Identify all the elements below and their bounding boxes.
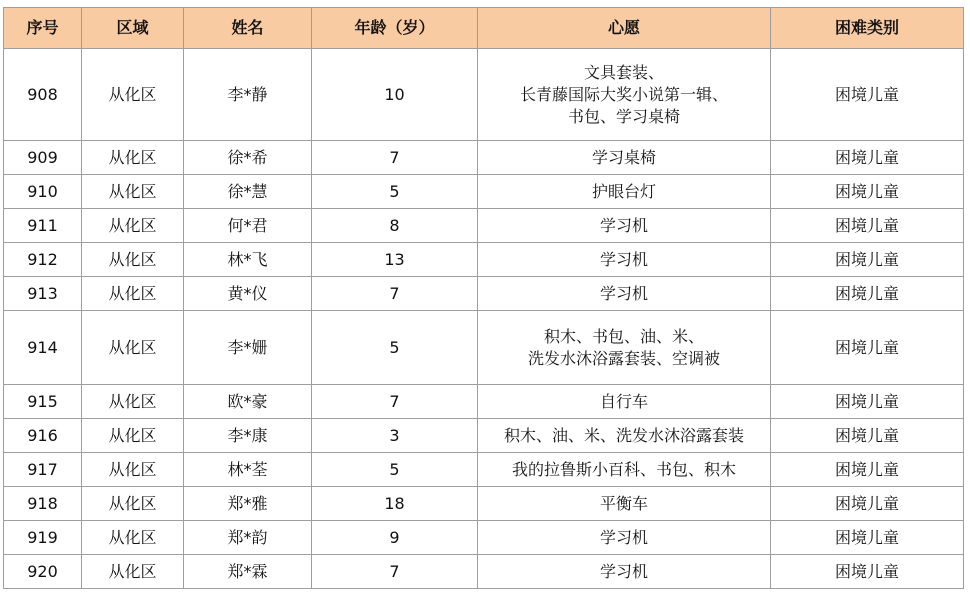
wish-line: 学习机 (599, 527, 648, 547)
cell-wish (478, 419, 771, 453)
cell-wish (478, 175, 771, 209)
cell-id: 910 (4, 175, 82, 209)
cell-wish (478, 243, 771, 277)
cell-name: 李*静 (184, 49, 312, 141)
cell-wish (478, 49, 771, 141)
cell-category: 困境儿童 (771, 453, 964, 487)
wish-line: 长青藤国际大奖小说第一辑、 (519, 84, 728, 104)
cell-name: 欧*豪 (184, 385, 312, 419)
cell-name: 李*康 (184, 419, 312, 453)
table-header (4, 8, 964, 49)
cell-category: 困境儿童 (771, 555, 964, 589)
cell-name: 黄*仪 (184, 277, 312, 311)
table-row (4, 243, 964, 277)
cell-category: 困境儿童 (771, 277, 964, 311)
header-wish: 心愿 (478, 8, 771, 49)
cell-age: 5 (312, 453, 478, 487)
cell-id: 919 (4, 521, 82, 555)
cell-age: 3 (312, 419, 478, 453)
cell-id: 917 (4, 453, 82, 487)
header-name: 姓名 (184, 8, 312, 49)
cell-district: 从化区 (82, 209, 184, 243)
wish-line: 学习机 (599, 215, 648, 235)
cell-name: 李*姗 (184, 311, 312, 385)
wish-line: 自行车 (599, 391, 648, 411)
cell-category: 困境儿童 (771, 175, 964, 209)
cell-name: 林*荃 (184, 453, 312, 487)
cell-wish (478, 487, 771, 521)
header-id: 序号 (4, 8, 82, 49)
cell-name: 徐*希 (184, 141, 312, 175)
cell-district: 从化区 (82, 487, 184, 521)
cell-id: 912 (4, 243, 82, 277)
table-row (4, 49, 964, 141)
header-district: 区域 (82, 8, 184, 49)
cell-district: 从化区 (82, 555, 184, 589)
cell-id: 908 (4, 49, 82, 141)
header-row (4, 8, 964, 49)
cell-name: 郑*韵 (184, 521, 312, 555)
cell-id: 916 (4, 419, 82, 453)
table-row (4, 385, 964, 419)
cell-category: 困境儿童 (771, 385, 964, 419)
wish-table-container (3, 7, 964, 589)
table-body (4, 49, 964, 589)
wish-line: 文具套装、 (583, 62, 664, 82)
cell-district: 从化区 (82, 385, 184, 419)
cell-wish (478, 311, 771, 385)
cell-wish (478, 209, 771, 243)
wish-table (3, 7, 964, 589)
cell-name: 郑*霖 (184, 555, 312, 589)
cell-age: 18 (312, 487, 478, 521)
cell-category: 困境儿童 (771, 209, 964, 243)
table-row (4, 555, 964, 589)
wish-line: 积木、书包、油、米、 (543, 326, 704, 346)
cell-category: 困境儿童 (771, 311, 964, 385)
cell-district: 从化区 (82, 141, 184, 175)
wish-line: 平衡车 (599, 493, 648, 513)
cell-district: 从化区 (82, 277, 184, 311)
cell-wish (478, 453, 771, 487)
table-row (4, 209, 964, 243)
wish-line: 积木、油、米、洗发水沐浴露套装 (503, 425, 744, 445)
cell-district: 从化区 (82, 311, 184, 385)
header-age: 年龄（岁） (312, 8, 478, 49)
cell-age: 7 (312, 141, 478, 175)
cell-id: 920 (4, 555, 82, 589)
cell-wish (478, 521, 771, 555)
table-row (4, 487, 964, 521)
cell-district: 从化区 (82, 243, 184, 277)
cell-id: 913 (4, 277, 82, 311)
cell-age: 5 (312, 175, 478, 209)
cell-age: 5 (312, 311, 478, 385)
cell-district: 从化区 (82, 49, 184, 141)
cell-name: 林*飞 (184, 243, 312, 277)
cell-category: 困境儿童 (771, 141, 964, 175)
cell-age: 7 (312, 555, 478, 589)
wish-line: 我的拉鲁斯小百科、书包、积木 (511, 459, 736, 479)
cell-wish (478, 555, 771, 589)
cell-id: 918 (4, 487, 82, 521)
cell-category: 困境儿童 (771, 521, 964, 555)
cell-name: 何*君 (184, 209, 312, 243)
cell-wish (478, 141, 771, 175)
cell-wish (478, 385, 771, 419)
wish-line: 洗发水沐浴露套装、空调被 (527, 348, 720, 368)
table-row (4, 141, 964, 175)
cell-age: 7 (312, 277, 478, 311)
cell-category: 困境儿童 (771, 419, 964, 453)
wish-line: 学习桌椅 (591, 147, 656, 167)
table-row (4, 311, 964, 385)
cell-id: 909 (4, 141, 82, 175)
wish-line: 学习机 (599, 561, 648, 581)
cell-category: 困境儿童 (771, 49, 964, 141)
table-row (4, 277, 964, 311)
wish-line: 护眼台灯 (591, 181, 656, 201)
cell-name: 徐*慧 (184, 175, 312, 209)
cell-district: 从化区 (82, 419, 184, 453)
cell-age: 9 (312, 521, 478, 555)
table-row (4, 453, 964, 487)
table-row (4, 419, 964, 453)
cell-age: 13 (312, 243, 478, 277)
table-row (4, 521, 964, 555)
cell-age: 10 (312, 49, 478, 141)
wish-line: 学习机 (599, 283, 648, 303)
cell-age: 7 (312, 385, 478, 419)
cell-id: 911 (4, 209, 82, 243)
cell-id: 915 (4, 385, 82, 419)
header-category: 困难类别 (771, 8, 964, 49)
wish-line: 学习机 (599, 249, 648, 269)
cell-category: 困境儿童 (771, 243, 964, 277)
table-row (4, 175, 964, 209)
cell-age: 8 (312, 209, 478, 243)
cell-category: 困境儿童 (771, 487, 964, 521)
cell-name: 郑*雅 (184, 487, 312, 521)
cell-district: 从化区 (82, 453, 184, 487)
cell-wish (478, 277, 771, 311)
cell-district: 从化区 (82, 175, 184, 209)
wish-line: 书包、学习桌椅 (567, 106, 680, 126)
cell-district: 从化区 (82, 521, 184, 555)
cell-id: 914 (4, 311, 82, 385)
